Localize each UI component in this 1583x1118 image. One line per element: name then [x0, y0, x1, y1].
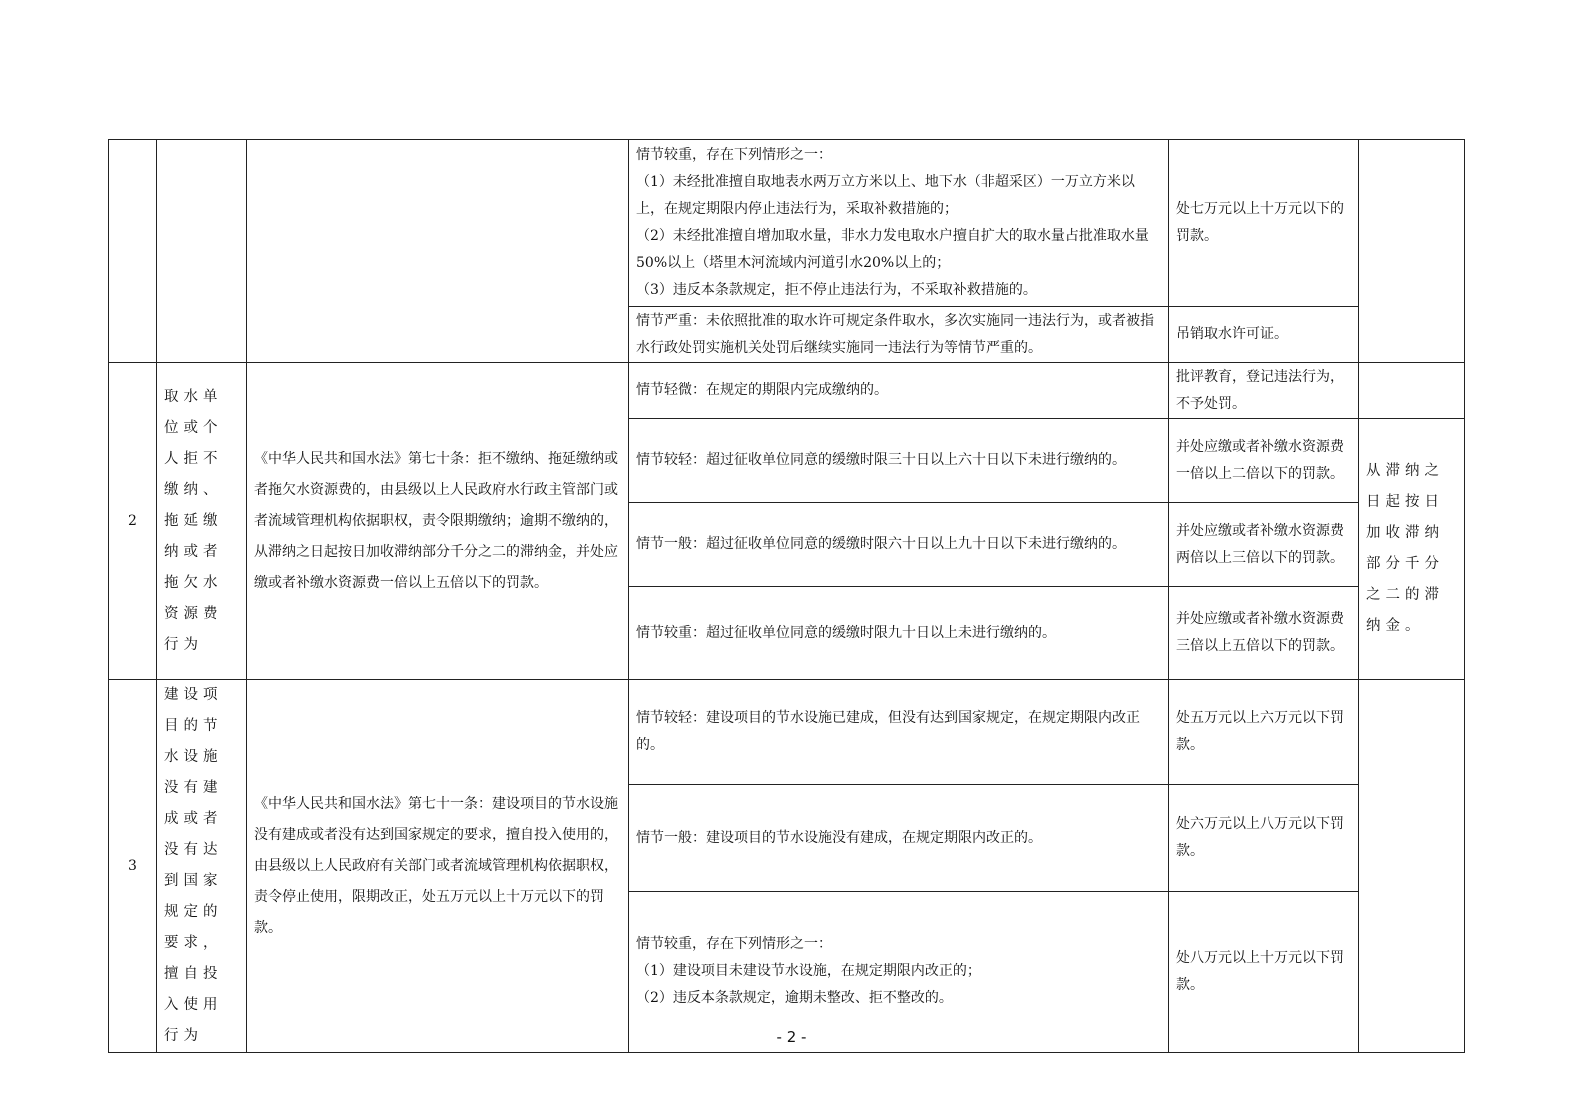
circumstance-cell: 情节轻微：在规定的期限内完成缴纳的。	[629, 363, 1169, 419]
behavior-cell: 建设项目的节水设施没有建成或者没有达到国家规定的要求，擅自投入使用行为	[157, 680, 247, 1053]
circumstance-cell	[629, 140, 1169, 307]
law-cell	[247, 140, 629, 363]
circumstance-cell: 情节较轻：超过征收单位同意的缓缴时限三十日以上六十日以下未进行缴纳的。	[629, 419, 1169, 503]
penalty-cell: 处七万元以上十万元以下的罚款。	[1169, 140, 1359, 307]
penalty-cell: 吊销取水许可证。	[1169, 307, 1359, 363]
note-cell	[1359, 140, 1465, 363]
circumstance-title: 情节较重，存在下列情形之一：	[636, 147, 832, 163]
penalty-table	[108, 139, 1465, 1053]
number-cell: 2	[109, 363, 157, 680]
table-row	[109, 363, 1465, 419]
circumstance-item: （3）违反本条款规定，拒不停止违法行为，不采取补救措施的。	[636, 282, 1037, 298]
circumstance-cell: 情节较轻：建设项目的节水设施已建成，但没有达到国家规定，在规定期限内改正的。	[629, 680, 1169, 785]
penalty-cell: 处五万元以上六万元以下罚款。	[1169, 680, 1359, 785]
penalty-cell: 处八万元以上十万元以下罚款。	[1169, 891, 1359, 1052]
penalty-cell: 批评教育，登记违法行为，不予处罚。	[1169, 363, 1359, 419]
circumstance-title: 情节较重，存在下列情形之一：	[636, 936, 832, 953]
note-cell	[1359, 680, 1465, 1053]
circumstance-cell: 情节一般：建设项目的节水设施没有建成，在规定期限内改正的。	[629, 785, 1169, 892]
page-number: - 2 -	[776, 1028, 807, 1046]
behavior-cell	[157, 140, 247, 363]
circumstance-item: （2）违反本条款规定，逾期未整改、拒不整改的。	[636, 990, 953, 1007]
number-cell	[109, 140, 157, 363]
circumstance-item: （2）未经批准擅自增加取水量，非水力发电取水户擅自扩大的取水量占批准取水量50%以上（塔里木河流域内河道引水20%以上的；	[636, 228, 1149, 271]
circumstance-cell: 情节一般：超过征收单位同意的缓缴时限六十日以上九十日以下未进行缴纳的。	[629, 503, 1169, 587]
number-cell: 3	[109, 680, 157, 1053]
circumstance-item: （1）建设项目未建设节水设施，在规定期限内改正的；	[636, 963, 981, 980]
circumstance-item: （1）未经批准擅自取地表水两万立方米以上、地下水（非超采区）一万立方米以上，在规定期限内停止违法行为，采取补救措施的；	[636, 174, 1135, 217]
behavior-cell: 取水单位或个人拒不缴纳、拖延缴纳或者拖欠水资源费行为	[157, 363, 247, 680]
penalty-cell: 并处应缴或者补缴水资源费一倍以上二倍以下的罚款。	[1169, 419, 1359, 503]
law-cell: 《中华人民共和国水法》第七十一条：建设项目的节水设施没有建成或者没有达到国家规定的要求，擅自投入使用的，由县级以上人民政府有关部门或者流域管理机构依据职权，责令停止使用，限期改正，处五万元以上十万元以下的罚款。	[247, 680, 629, 1053]
table-row	[109, 140, 1465, 307]
circumstance-cell: 情节严重：未依照批准的取水许可规定条件取水，多次实施同一违法行为，或者被指水行政处罚实施机关处罚后继续实施同一违法行为等情节严重的。	[629, 307, 1169, 363]
penalty-cell: 处六万元以上八万元以下罚款。	[1169, 785, 1359, 892]
table-row	[109, 680, 1465, 785]
penalty-cell: 并处应缴或者补缴水资源费两倍以上三倍以下的罚款。	[1169, 503, 1359, 587]
penalty-cell: 并处应缴或者补缴水资源费三倍以上五倍以下的罚款。	[1169, 587, 1359, 680]
circumstance-cell: 情节较重：超过征收单位同意的缓缴时限九十日以上未进行缴纳的。	[629, 587, 1169, 680]
law-cell: 《中华人民共和国水法》第七十条：拒不缴纳、拖延缴纳或者拖欠水资源费的，由县级以上人民政府水行政主管部门或者流域管理机构依据职权，责令限期缴纳；逾期不缴纳的，从滞纳之日起按日加收滞纳部分千分之二的滞纳金，并处应缴或者补缴水资源费一倍以上五倍以下的罚款。	[247, 363, 629, 680]
note-cell: 从滞纳之日起按日加收滞纳部分千分之二的滞纳金。	[1359, 419, 1465, 680]
note-cell	[1359, 363, 1465, 419]
